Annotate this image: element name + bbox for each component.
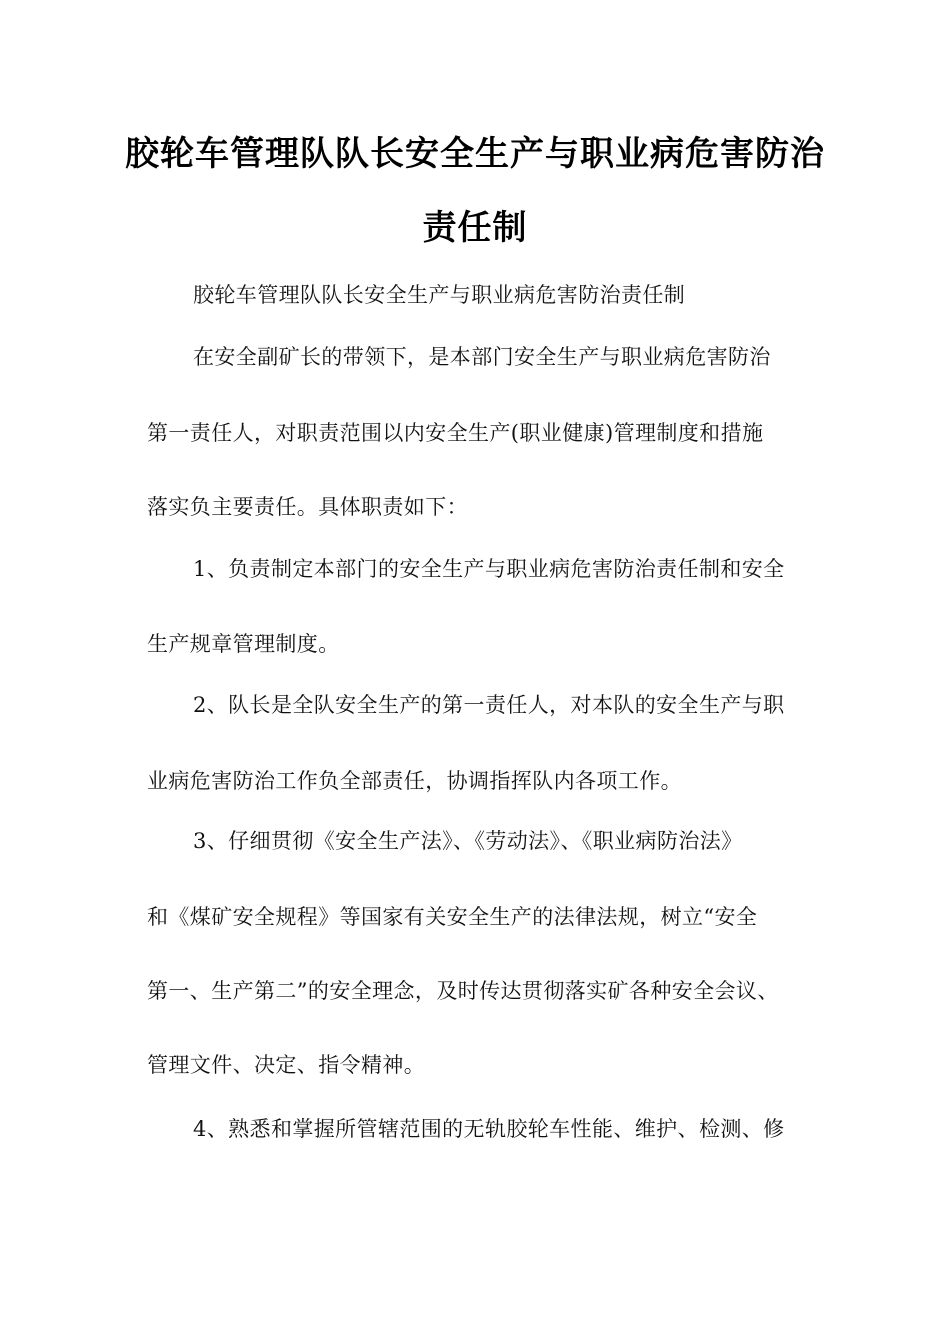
body-line: 业病危害防治工作负全部责任，协调指挥队内各项工作。 xyxy=(147,769,682,793)
body-line: 落实负主要责任。具体职责如下： xyxy=(147,495,468,519)
body-line: 在安全副矿长的带领下，是本部门安全生产与职业病危害防治 xyxy=(193,345,771,369)
body-line: 管理文件、决定、指令精神。 xyxy=(147,1053,426,1077)
body-line-item-4: 4、熟悉和掌握所管辖范围的无轨胶轮车性能、维护、检测、修 xyxy=(193,1117,785,1141)
body-line-item-2: 2、队长是全队安全生产的第一责任人，对本队的安全生产与职 xyxy=(193,693,785,717)
document-title-line-1: 胶轮车管理队队长安全生产与职业病危害防治 xyxy=(125,134,825,174)
body-line: 生产规章管理制度。 xyxy=(147,632,340,656)
body-line-subtitle: 胶轮车管理队队长安全生产与职业病危害防治责任制 xyxy=(193,283,686,307)
document-title-line-2: 责任制 xyxy=(422,208,528,248)
body-line-item-1: 1、负责制定本部门的安全生产与职业病危害防治责任制和安全 xyxy=(193,557,785,581)
body-line: 第一责任人，对职责范围以内安全生产(职业健康)管理制度和措施 xyxy=(147,421,764,445)
body-line: 第一、生产第二”的安全理念，及时传达贯彻落实矿各种安全会议、 xyxy=(147,979,779,1003)
body-line-item-3: 3、仔细贯彻《安全生产法》、《劳动法》、《职业病防治法》 xyxy=(193,829,743,853)
body-line: 和《煤矿安全规程》等国家有关安全生产的法律法规，树立“安全 xyxy=(147,905,758,929)
